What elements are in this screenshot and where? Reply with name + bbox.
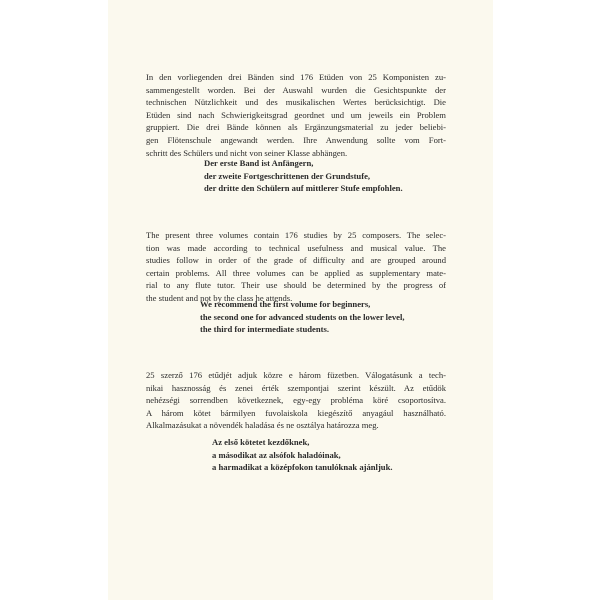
german-intro-paragraph <box>146 71 446 159</box>
text-line: schritt des Schülers und nicht von seiner Klasse abhängen. <box>146 147 348 158</box>
german-recommendation <box>204 157 464 195</box>
recommendation-line: der zweite Fortgeschrittenen der Grundstufe, <box>204 170 371 181</box>
text-line: In den vorliegenden drei Bänden sind 176 Etüden von 25 Komponisten zu- <box>146 72 446 82</box>
recommendation-line: Az első kötetet kezdőknek, <box>212 437 310 447</box>
text-line: certain problems. All three volumes can be applied as supplementary mate- <box>146 267 446 278</box>
text-line: 25 szerző 176 etűdjét adjuk közre e három füzetben. Válogatásunk a tech- <box>146 370 446 380</box>
hungarian-recommendation <box>212 436 472 474</box>
recommendation-line: the second one for advanced students on the lower level, <box>200 311 405 322</box>
hungarian-intro-paragraph <box>146 369 446 432</box>
english-intro-paragraph <box>146 229 446 305</box>
text-line: gruppiert. Die drei Bände können als Ergänzungsmaterial zu jeder beliebi- <box>146 122 446 133</box>
text-line: gen Flötenschule angewandt werden. Ihre Anwendung sollte vom Fort- <box>146 134 446 145</box>
text-line: studies follow in order of the grade of difficulty and are grouped around <box>146 255 446 266</box>
text-line: Alkalmazásukat a növendék haladása és ne osztálya határozza meg. <box>146 420 379 431</box>
recommendation-line: a harmadikat a középfokon tanulóknak ajánljuk. <box>212 462 393 473</box>
text-line: tion was made according to technical usefulness and musical value. The <box>146 242 446 253</box>
text-line: A három kötet bármilyen fuvolaiskola kiegészítő anyagául használható. <box>146 407 446 418</box>
recommendation-line: Der erste Band ist Anfängern, <box>204 158 314 168</box>
document-page <box>108 0 493 600</box>
text-line: technischen Nützlichkeit und des musikalischen Wertes berücksichtigt. Die <box>146 97 446 108</box>
text-line: The present three volumes contain 176 studies by 25 composers. The selec- <box>146 230 446 240</box>
recommendation-line: der dritte den Schülern auf mittlerer Stufe empfohlen. <box>204 183 403 194</box>
english-recommendation <box>200 298 460 336</box>
text-line: nikai hasznosság és zenei érték szempontjai szerint készült. Az etűdök <box>146 382 446 393</box>
text-line: nehézségi sorrendben következnek, egy-egy probléma köré csoportosítva. <box>146 395 446 406</box>
recommendation-line: a másodikat az alsófok haladóinak, <box>212 449 341 460</box>
text-line: Etüden sind nach Schwierigkeitsgrad geordnet und um jeweils ein Problem <box>146 109 446 120</box>
recommendation-line: We recommend the first volume for beginners, <box>200 299 371 309</box>
recommendation-line: the third for intermediate students. <box>200 324 329 335</box>
text-line: the student and not by the class he attends. <box>146 292 293 303</box>
text-line: rial to any flute tutor. Their use should be determined by the progress of <box>146 280 446 291</box>
text-line: sammengestellt worden. Bei der Auswahl wurden die Gesichtspunkte der <box>146 84 446 95</box>
